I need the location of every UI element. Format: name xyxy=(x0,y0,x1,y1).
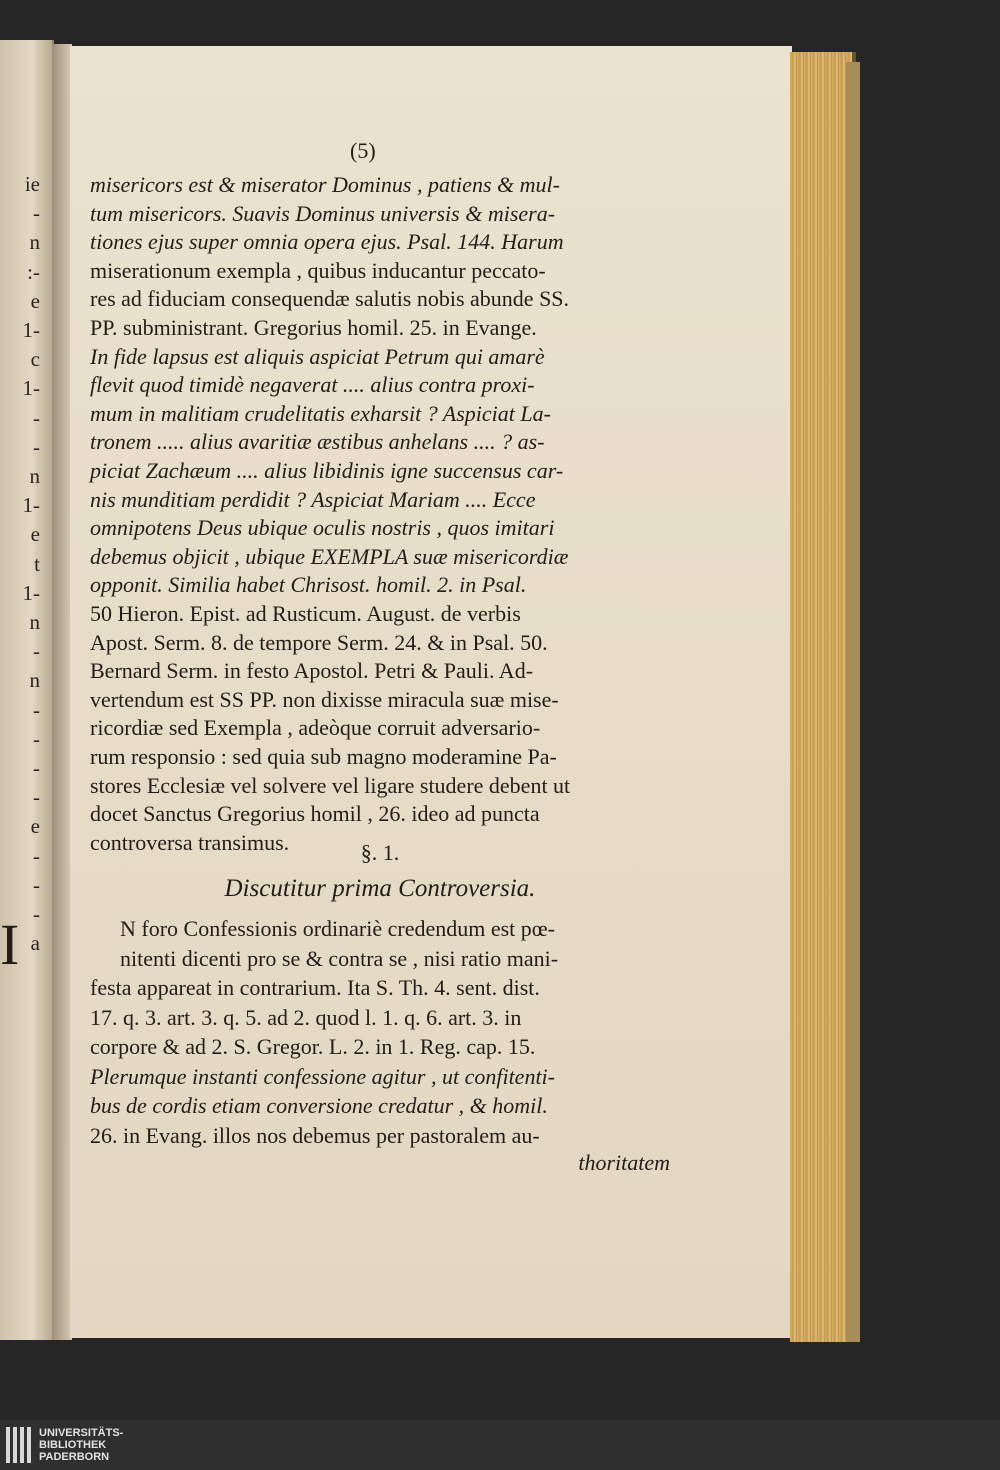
text-line: omnipotens Deus ubique oculis nostris , quos imitari xyxy=(90,515,555,541)
left-page-fragment: - xyxy=(33,697,40,722)
left-page-fragment: - xyxy=(33,756,40,780)
text-line: Apost. Serm. 8. de tempore Serm. 24. & in Psal. 50. xyxy=(90,629,548,655)
left-page-fragment: n xyxy=(29,230,40,255)
left-page-fragment: t xyxy=(34,551,40,576)
catchword: thoritatem xyxy=(578,1150,670,1175)
library-logo-icon xyxy=(6,1427,31,1463)
left-page-fragment: 1- xyxy=(22,580,40,605)
text-line: vertendum est SS PP. non dixisse miracula suæ mise- xyxy=(90,686,559,712)
text-line: In fide lapsus est aliquis aspiciat Petrum qui amarè xyxy=(90,343,545,369)
section-heading: Discutitur prima Controversia. xyxy=(224,875,536,902)
left-page-fragments xyxy=(0,40,44,1340)
left-page-fragment: n xyxy=(29,610,40,634)
text-line: nis munditiam perdidit ? Aspiciat Mariam .... Ecce xyxy=(90,486,536,512)
left-page-fragment: :- xyxy=(27,259,40,284)
left-page-fragment: n xyxy=(29,464,40,488)
left-page-fragment: a xyxy=(30,931,40,956)
left-page-fragment: 1- xyxy=(22,376,40,401)
section-mark: §. 1. xyxy=(360,840,400,865)
left-page-fragment: - xyxy=(33,405,40,430)
text-line: tum misericors. Suavis Dominus universis & misera- xyxy=(90,200,556,226)
text-line: opponit. Similia habet Chrisost. homil. 2. in Psal. xyxy=(90,572,527,598)
left-page-fragment: - xyxy=(33,639,40,664)
text-line: docet Sanctus Gregorius homil , 26. ideo ad puncta xyxy=(90,801,540,827)
text-line: piciat Zachæum .... alius libidinis igne succensus car- xyxy=(90,458,564,483)
left-page-fragment: - xyxy=(33,902,40,926)
left-page-fragment: 1- xyxy=(22,318,40,342)
logo-line-1: UNIVERSITÄTS- xyxy=(39,1427,124,1439)
body-line: corpore & ad 2. S. Gregor. L. 2. in 1. Reg. cap. 15. xyxy=(90,1034,536,1059)
text-line: debemus objicit , ubique EXEMPLA suæ misericordiæ xyxy=(90,543,569,569)
text-line: rum responsio : sed quia sub magno moderamine Pa- xyxy=(90,744,557,769)
page-number: (5) xyxy=(350,138,376,163)
drop-initial: I xyxy=(0,912,20,977)
left-page-fragment: - xyxy=(33,726,40,751)
text-line: tiones ejus super omnia opera ejus. Psal. 144. Harum xyxy=(90,229,564,255)
body-line: Plerumque instanti confessione agitur , ut confitenti- xyxy=(90,1063,555,1089)
text-line: controversa transimus. xyxy=(90,829,290,855)
cover-edge xyxy=(846,62,860,1342)
left-page-fragment: c xyxy=(30,347,40,372)
library-logo-text xyxy=(39,1427,123,1463)
library-logo xyxy=(6,1427,123,1463)
text-line: stores Ecclesiæ vel solvere vel ligare studere debent ut xyxy=(90,772,571,798)
logo-line-2: BIBLIOTHEK xyxy=(39,1439,107,1451)
left-page-fragment: - xyxy=(33,872,40,897)
text-line: ricordiæ sed Exempla , adeòque corruit adversario- xyxy=(90,715,541,741)
left-page-fragment: e xyxy=(30,288,40,313)
book-gutter xyxy=(52,44,72,1340)
logo-line-3: PADERBORN xyxy=(39,1451,110,1463)
text-line: PP. subministrant. Gregorius homil. 25. in Evange. xyxy=(90,315,537,340)
left-page-fragment: e xyxy=(30,814,40,839)
body-line: nitenti dicenti pro se & contra se , nisi ratio mani- xyxy=(120,945,559,971)
text-line: res ad fiduciam consequendæ salutis nobis abunde SS. xyxy=(90,286,570,312)
left-page-fragment: - xyxy=(33,201,40,226)
body-line: 17. q. 3. art. 3. q. 5. ad 2. quod l. 1. q. 6. art. 3. in xyxy=(90,1004,522,1030)
left-page-fragment: n xyxy=(29,668,40,693)
text-line: mum in malitiam crudelitatis exharsit ? Aspiciat La- xyxy=(90,400,551,426)
left-page-fragment: - xyxy=(33,785,40,810)
left-page-fragment: e xyxy=(30,522,40,547)
text-line: Bernard Serm. in festo Apostol. Petri & Pauli. Ad- xyxy=(90,658,534,684)
text-line: flevit quod timidè negaverat .... alius contra proxi- xyxy=(90,372,535,398)
text-line: misericors est & miserator Dominus , patiens & mul- xyxy=(90,172,560,197)
left-page-fragment: - xyxy=(33,434,40,459)
text-line: 50 Hieron. Epist. ad Rusticum. August. de verbis xyxy=(90,601,521,626)
left-page-fragment: - xyxy=(33,843,40,868)
body-line: festa appareat in contrarium. Ita S. Th. 4. sent. dist. xyxy=(90,975,540,1000)
text-line: miserationum exempla , quibus inducantur peccato- xyxy=(90,257,546,283)
left-page-fragment: ie xyxy=(24,172,40,196)
left-page-edge xyxy=(0,40,54,1340)
text-line: tronem ..... alius avaritiæ æstibus anhelans .... ? as- xyxy=(90,429,545,455)
left-page-fragment: 1- xyxy=(22,493,40,518)
body-line: 26. in Evang. illos nos debemus per pastoralem au- xyxy=(90,1122,540,1148)
body-line: N foro Confessionis ordinariè credendum est pœ- xyxy=(120,916,556,941)
body-line: bus de cordis etiam conversione credatur , & homil. xyxy=(90,1093,548,1118)
library-footer xyxy=(0,1420,1000,1470)
